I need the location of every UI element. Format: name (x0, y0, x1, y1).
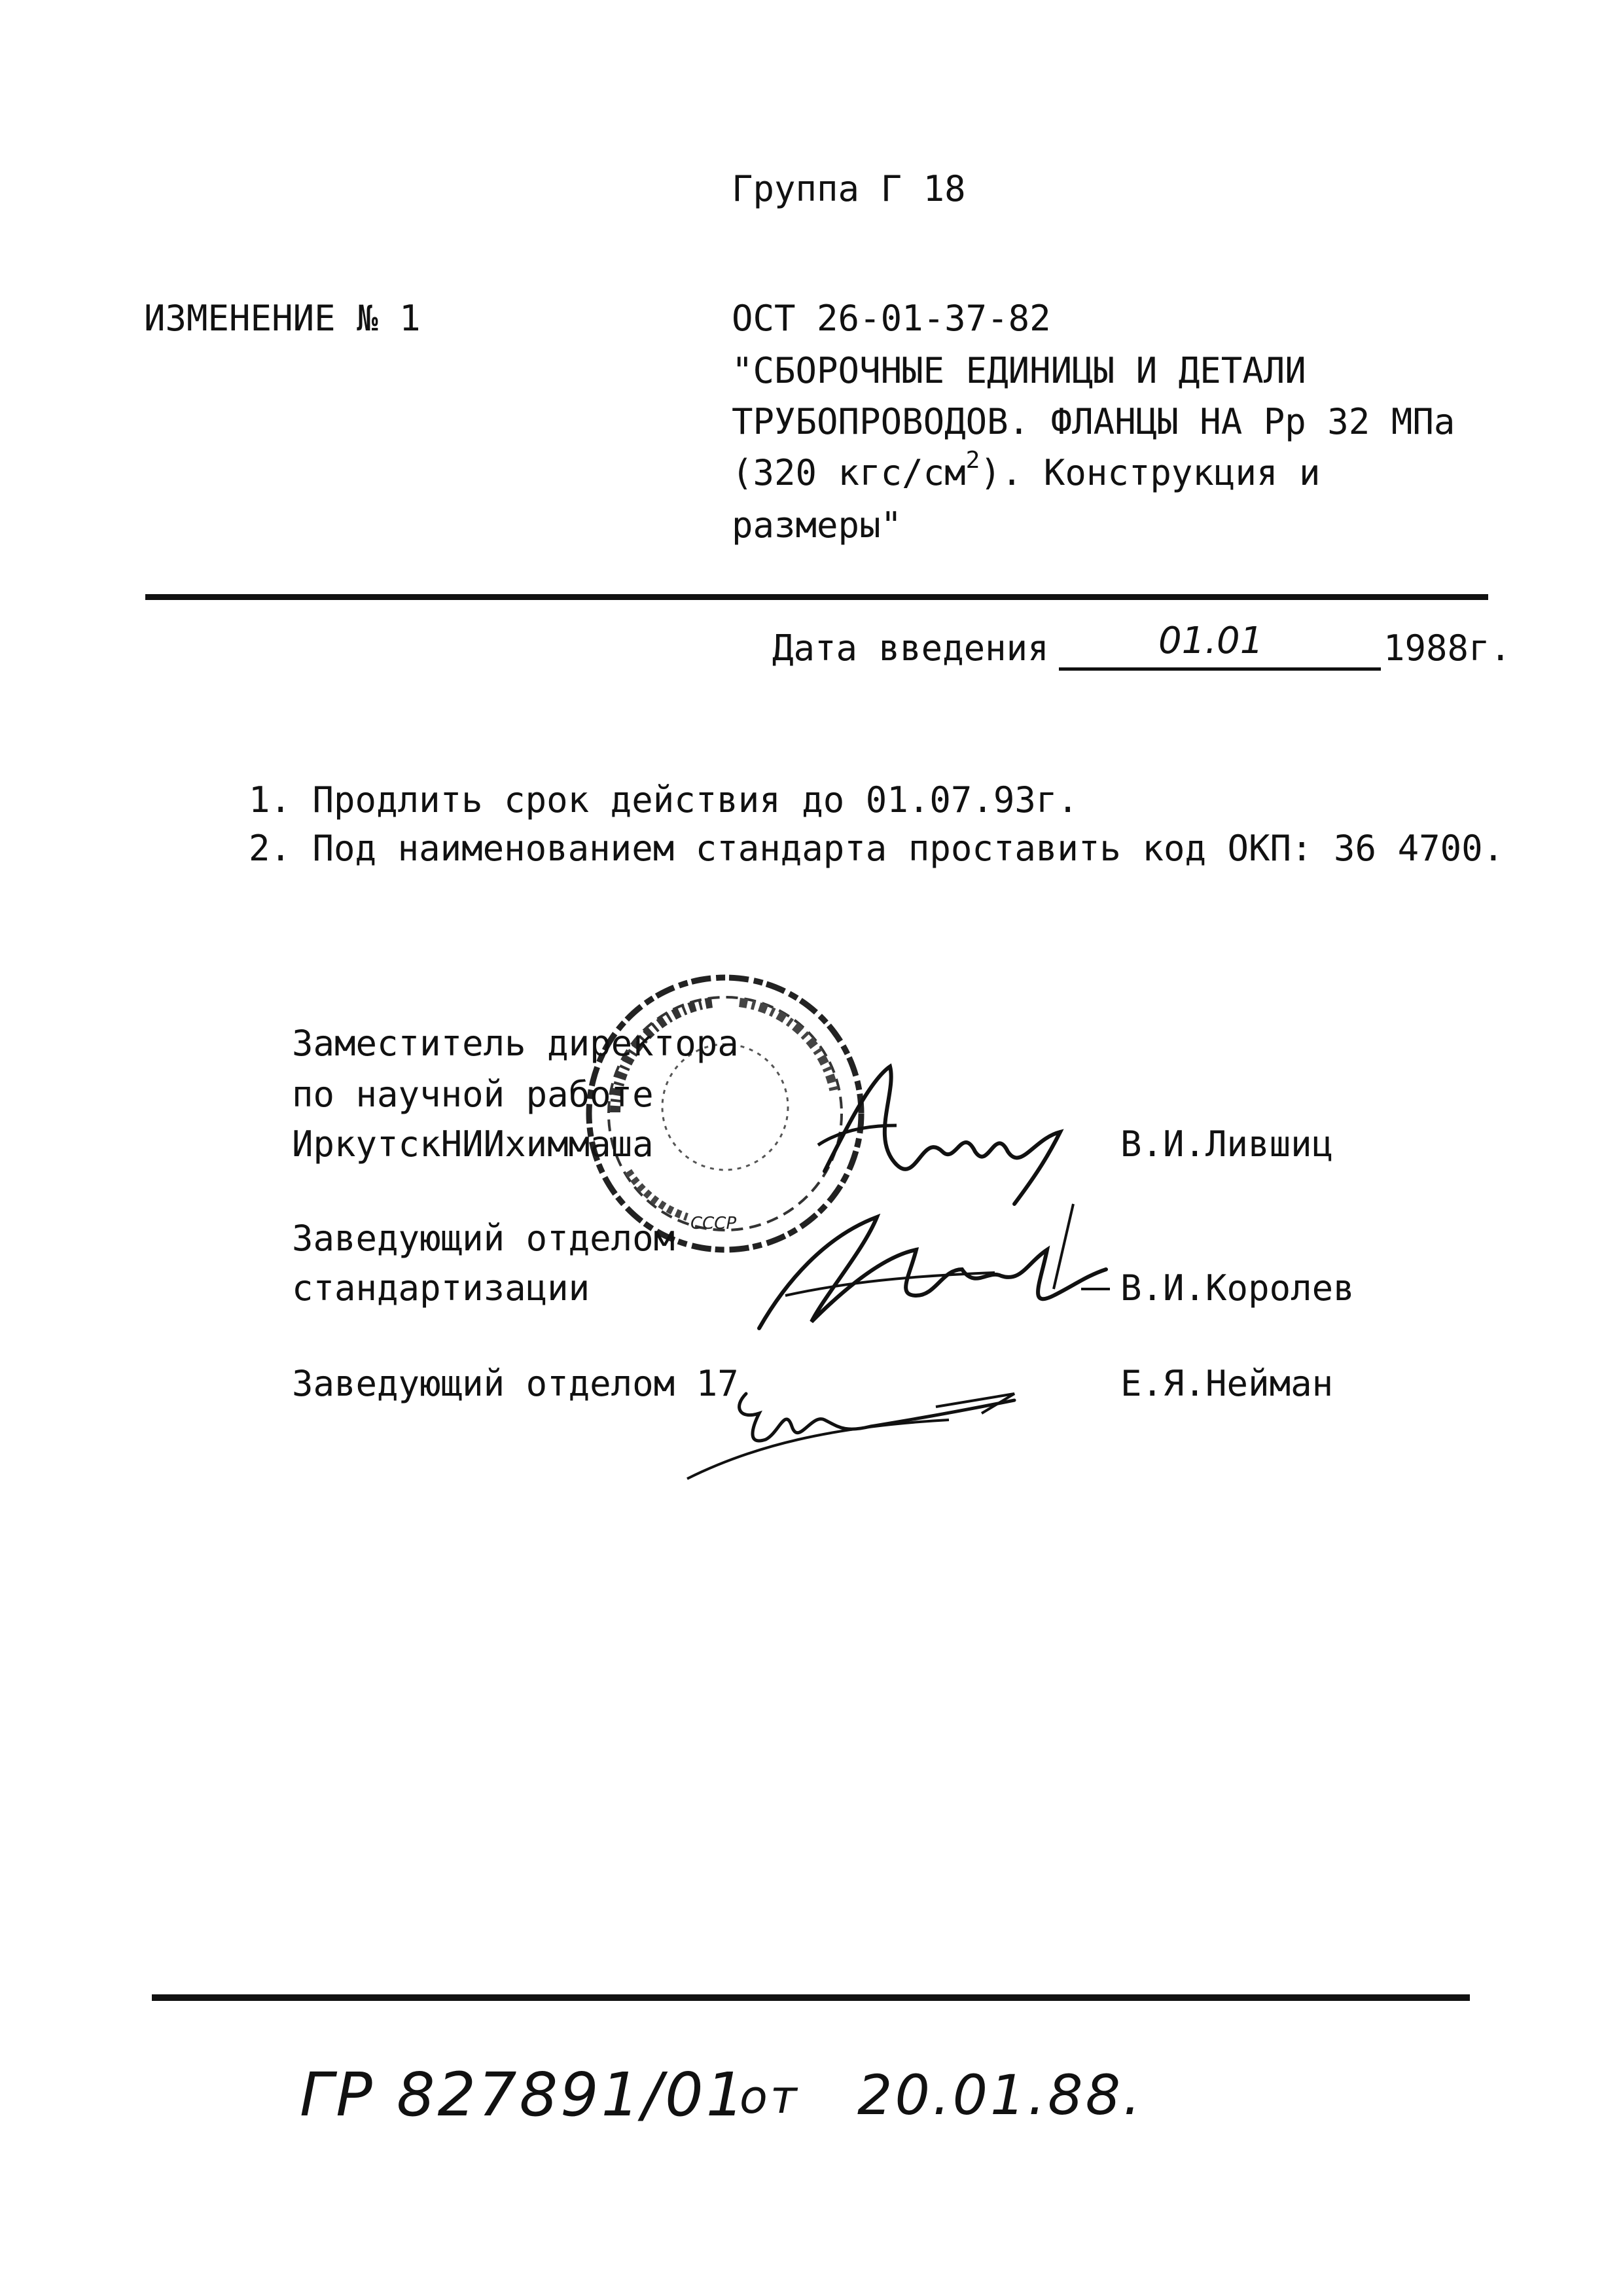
signatory-2-dash (1081, 1288, 1110, 1290)
signatory-1-position-line-2: по научной работе (292, 1074, 654, 1115)
signatory-2-name: В.И.Королев (1120, 1267, 1355, 1309)
effective-date-underline (1059, 667, 1381, 671)
standard-code: ОСТ 26-01-37-82 (732, 298, 1051, 339)
registration-number: ГР 827891/01 (300, 2060, 747, 2130)
signatory-1-position-line-1: Заместитель директора (292, 1023, 739, 1064)
signatory-3-name: Е.Я.Нейман (1120, 1363, 1334, 1404)
standard-title-line-3: (320 кгс/$см^2$). Конструкция и (732, 447, 1321, 493)
top-divider (145, 594, 1488, 600)
signatory-2-position-line-1: Заведующий отделом (292, 1218, 675, 1259)
standard-title-line-1: "СБОРОЧНЫЕ ЕДИНИЦЫ И ДЕТАЛИ (732, 350, 1306, 391)
effective-date-year: 1988г. (1383, 627, 1512, 669)
standard-title-line-4: размеры" (732, 504, 902, 546)
change-number-label: ИЗМЕНЕНИЕ № 1 (144, 298, 421, 339)
item-1: 1. Продлить срок действия до 01.07.93г. (249, 779, 1079, 821)
signatory-1-position-line-3: ИркутскНИИхиммаша (292, 1123, 654, 1165)
signature-3 (674, 1368, 1027, 1485)
signature-1 (798, 1053, 1086, 1210)
group-label: Группа Г 18 (732, 168, 966, 209)
seal-center-text: СССР (690, 1214, 737, 1233)
effective-date-label: Дата введения (772, 627, 1049, 669)
registration-date: 20.01.88. (857, 2063, 1143, 2127)
item-2: 2. Под наименованием стандарта проставить код ОКП: 36 4700. (249, 828, 1505, 869)
registration-date-prefix: от (740, 2070, 800, 2124)
signatory-1-name: В.И.Лившиц (1120, 1123, 1334, 1165)
standard-title-line-2: ТРУБОПРОВОДОВ. ФЛАНЦЫ НА Рр 32 МПа (732, 401, 1455, 442)
signature-2 (746, 1197, 1113, 1341)
effective-date-handwritten: 01.01 (1158, 620, 1264, 662)
superscript: 2 (965, 447, 980, 474)
signatory-2-position-line-2: стандартизации (292, 1267, 590, 1309)
bottom-divider (152, 1994, 1470, 2001)
signatory-3-position-line-1: Заведующий отделом 17 (292, 1363, 739, 1404)
